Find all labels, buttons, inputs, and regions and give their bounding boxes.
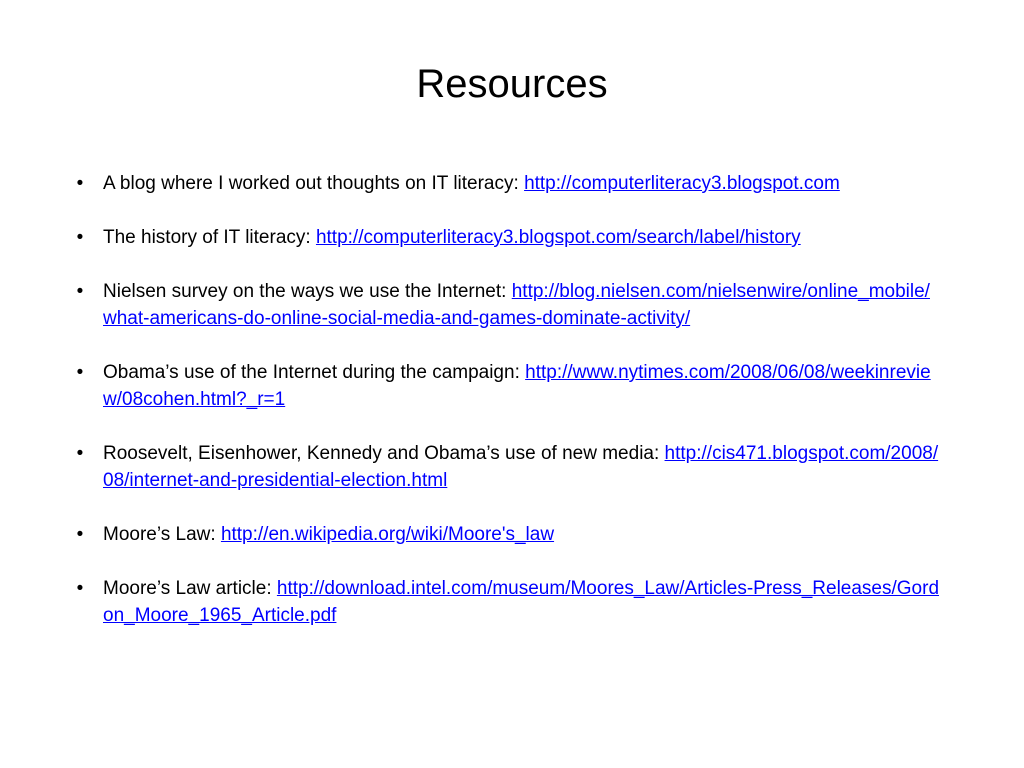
resource-item-blog [76, 170, 943, 197]
resource-item-obama-campaign [76, 359, 943, 413]
bullet-icon: • [76, 362, 84, 383]
resource-link-history[interactable]: http://computerliteracy3.blogspot.com/search/label/history [315, 227, 801, 248]
resource-link-nielsen[interactable]: http://blog.nielsen.com/nielsenwire/online_mobile/what-americans-do-online-social-media-and-games-dominate-activity/ [103, 281, 930, 329]
bullet-icon: • [76, 173, 84, 194]
resource-description: Obama’s use of the Internet during the campaign: [103, 362, 526, 383]
resource-link-intel[interactable]: http://download.intel.com/museum/Moores_Law/Articles-Press_Releases/Gordon_Moore_1965_Article.pdf [103, 578, 940, 626]
resource-description: Moore’s Law article: [103, 578, 277, 599]
resource-item-presidents-media [76, 440, 943, 494]
resource-item-history [76, 224, 943, 251]
resource-item-moores-law-article [76, 575, 943, 629]
resource-link-cis471[interactable]: http://cis471.blogspot.com/2008/08/internet-and-presidential-election.html [103, 443, 939, 491]
bullet-icon: • [76, 578, 84, 599]
resource-description: Nielsen survey on the ways we use the Internet: [103, 281, 512, 302]
resource-item-moores-law [76, 521, 943, 548]
slide-title: Resources [416, 62, 608, 106]
resource-list [76, 170, 943, 656]
bullet-icon: • [76, 524, 84, 545]
bullet-icon: • [76, 281, 84, 302]
resource-link-nytimes[interactable]: http://www.nytimes.com/2008/06/08/weekinreview/08cohen.html?_r=1 [103, 362, 931, 410]
resource-description: Roosevelt, Eisenhower, Kennedy and Obama’s use of new media: [103, 443, 665, 464]
bullet-icon: • [76, 443, 84, 464]
resource-description: A blog where I worked out thoughts on IT literacy: [103, 173, 525, 194]
resource-link-wikipedia[interactable]: http://en.wikipedia.org/wiki/Moore's_law [220, 524, 555, 545]
resource-item-nielsen [76, 278, 943, 332]
bullet-icon: • [76, 227, 84, 248]
resource-description: The history of IT literacy: [103, 227, 316, 248]
resource-link-blog[interactable]: http://computerliteracy3.blogspot.com [524, 173, 840, 194]
resource-description: Moore’s Law: [103, 524, 221, 545]
